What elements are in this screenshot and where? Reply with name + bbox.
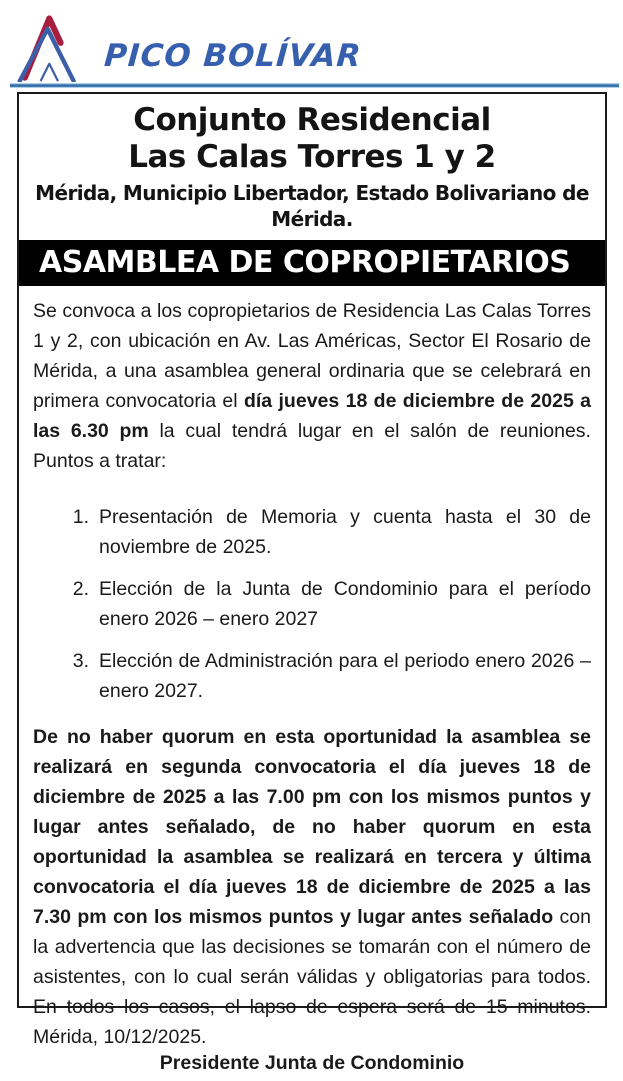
agenda-list	[67, 490, 591, 706]
agenda-item-1	[67, 502, 591, 562]
location-subtitle: Mérida, Municipio Libertador, Estado Bolivariano de Mérida.	[35, 181, 589, 231]
intro-paragraph: Se convoca a los copropietarios de Residencia Las Calas Torres 1 y 2, con ubicación en Av. Las Américas, Sector El Rosario de Mérida, a una asamblea general ordinaria que se celebrará en primera convocatoria el día jueves 18 de diciembre de 2025 a las 6.30 pm la cual tendrá lugar en el salón de reuniones. Puntos a tratar:	[33, 300, 592, 472]
notice-frame	[17, 92, 607, 1074]
agenda-item-number: 2.	[72, 578, 89, 600]
logo-wordmark: PICO BOLÍVAR	[103, 38, 363, 74]
title-line-1: Conjunto Residencial	[133, 102, 491, 138]
assembly-banner: ASAMBLEA DE COPROPIETARIOS	[19, 240, 605, 286]
agenda-item-3	[67, 646, 591, 706]
page-title	[33, 102, 591, 176]
quorum-paragraph: De no haber quorum en esta oportunidad la asamblea se realizará en segunda convocatoria el día jueves 18 de diciembre de 2025 a las 7.00 pm con los mismos puntos y lugar antes señalado, de no haber quorum en esta oportunidad la asamblea se realizará en tercera y última convocatoria el día jueves 18 de diciembre de 2025 a las 7.30 pm con los mismos puntos y lugar antes señalado con la advertencia que las decisiones se tomarán con el número de asistentes, con lo cual serán válidas y obligatorias para todos. En todos los casos, el lapso de espera será de 15 minutos. Mérida, 10/12/2025.	[33, 726, 591, 1048]
title-line-2: Las Calas Torres 1 y 2	[128, 139, 496, 175]
agenda-item-2	[67, 574, 591, 634]
agenda-item-text: Presentación de Memoria y cuenta hasta el 30 de noviembre de 2025.	[99, 506, 591, 558]
signature-line: Presidente Junta de Condominio	[159, 1052, 465, 1074]
logo	[14, 8, 361, 82]
agenda-item-text: Elección de la Junta de Condominio para el período enero 2026 – enero 2027	[99, 578, 591, 630]
mountain-icon	[14, 8, 102, 82]
agenda-item-number: 3.	[72, 650, 89, 672]
agenda-item-number: 1.	[72, 506, 89, 528]
agenda-item-text: Elección de Administración para el periodo enero 2026 – enero 2027.	[99, 650, 591, 702]
header-divider	[10, 83, 619, 88]
